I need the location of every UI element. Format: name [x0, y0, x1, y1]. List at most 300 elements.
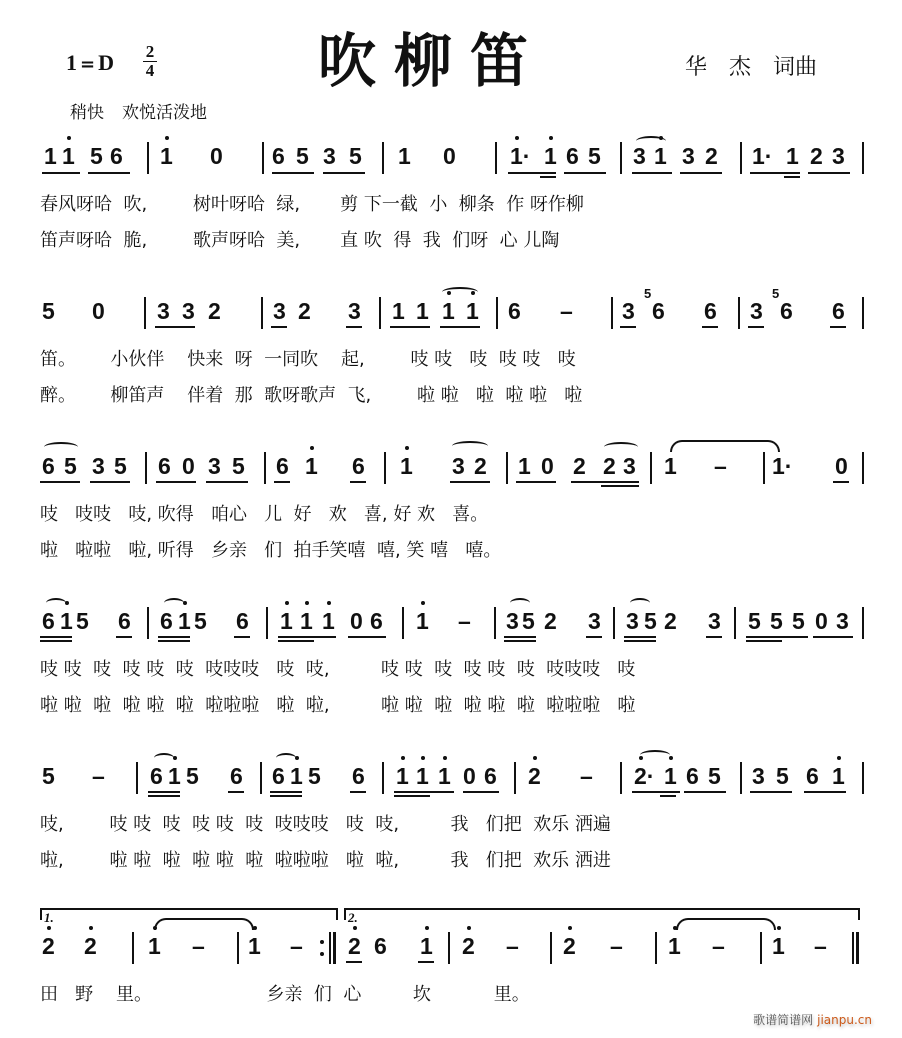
- high-octave-dot: [443, 756, 447, 760]
- tie: [670, 440, 780, 452]
- underline: [813, 636, 853, 638]
- jianpu-note: –: [712, 933, 725, 959]
- time-signature-bottom: 4: [145, 61, 155, 80]
- jianpu-note: 6: [118, 608, 131, 634]
- jianpu-note: 3: [273, 298, 286, 324]
- jianpu-note: 3: [752, 763, 765, 789]
- jianpu-note: 1: [442, 298, 455, 324]
- jianpu-note: 2: [462, 933, 475, 959]
- underline: [270, 791, 302, 793]
- jianpu-note: 5: [64, 453, 77, 479]
- jianpu-note: 6: [158, 453, 171, 479]
- high-octave-dot: [305, 601, 309, 605]
- underline: [350, 791, 366, 793]
- jianpu-note: –: [458, 608, 471, 634]
- slur: [636, 136, 666, 146]
- jianpu-note: 3: [633, 143, 646, 169]
- jianpu-note: 0: [210, 143, 223, 169]
- lyric-line-1: 春风呀哈 吹, 树叶呀哈 绿, 剪 下一截 小 柳条 作 呀作柳: [40, 194, 584, 215]
- jianpu-note: 1·: [752, 143, 773, 169]
- grace-note: 5: [644, 286, 652, 301]
- underline: [463, 791, 499, 793]
- jianpu-note: 1: [544, 143, 557, 169]
- volta-bracket-2-right: [858, 908, 860, 920]
- key-equals: =: [80, 54, 96, 75]
- underline: [624, 636, 656, 638]
- key-signature: [66, 50, 114, 76]
- lyric-line-2: 啦 啦 啦 啦 啦 啦 啦啦啦 啦 啦, 啦 啦 啦 啦 啦 啦 啦啦啦 啦: [40, 695, 636, 716]
- jianpu-note: 6: [236, 608, 249, 634]
- jianpu-note: 1: [518, 453, 531, 479]
- barline: [514, 762, 516, 794]
- jianpu-note: 5: [114, 453, 127, 479]
- jianpu-note: –: [92, 763, 105, 789]
- jianpu-note: 1: [300, 608, 313, 634]
- barline: [496, 297, 498, 329]
- high-octave-dot: [837, 756, 841, 760]
- jianpu-note: 5: [308, 763, 321, 789]
- jianpu-note: 6: [352, 763, 365, 789]
- underline: [40, 636, 72, 638]
- jianpu-note: 5: [90, 143, 103, 169]
- underline: [350, 481, 366, 483]
- jianpu-note: 2: [573, 453, 586, 479]
- jianpu-note: 1: [396, 763, 409, 789]
- jianpu-note: 1: [466, 298, 479, 324]
- jianpu-note: 3: [832, 143, 845, 169]
- jianpu-note: 1: [160, 143, 173, 169]
- barline: [384, 452, 386, 484]
- high-octave-dot: [285, 601, 289, 605]
- tie: [676, 918, 776, 930]
- slur: [452, 441, 488, 451]
- jianpu-note: 3: [836, 608, 849, 634]
- jianpu-note: 6: [150, 763, 163, 789]
- repeat-dot: [320, 940, 324, 944]
- jianpu-note: 5: [708, 763, 721, 789]
- underline: [272, 172, 314, 174]
- high-octave-dot: [777, 926, 781, 930]
- jianpu-note: 1: [416, 763, 429, 789]
- jianpu-note: –: [610, 933, 623, 959]
- underline: [440, 326, 480, 328]
- underline: [702, 326, 718, 328]
- jianpu-note: 0: [350, 608, 363, 634]
- jianpu-note: –: [506, 933, 519, 959]
- slur: [44, 442, 78, 452]
- underline: [346, 961, 362, 963]
- underline: [508, 172, 556, 174]
- jianpu-note: 2: [810, 143, 823, 169]
- jianpu-note: 1·: [772, 453, 793, 479]
- jianpu-note: 2: [563, 933, 576, 959]
- barline: [862, 297, 864, 329]
- underline: [504, 640, 536, 642]
- slur: [154, 753, 174, 763]
- final-barline-thin: [852, 932, 854, 964]
- jianpu-note: 6: [686, 763, 699, 789]
- jianpu-note: –: [192, 933, 205, 959]
- underline: [804, 791, 846, 793]
- barline: [147, 142, 149, 174]
- barline: [145, 452, 147, 484]
- high-octave-dot: [401, 756, 405, 760]
- high-octave-dot: [568, 926, 572, 930]
- lyric-line-2: 醉。 柳笛声 伴着 那 歌呀歌声 飞, 啦 啦 啦 啦 啦 啦: [40, 385, 583, 406]
- underline: [750, 791, 792, 793]
- jianpu-note: 6: [832, 298, 845, 324]
- jianpu-note: –: [560, 298, 573, 324]
- underline: [90, 481, 130, 483]
- underline: [830, 326, 846, 328]
- slur: [164, 598, 184, 608]
- slur: [630, 598, 650, 608]
- barline: [760, 932, 762, 964]
- underline: [504, 636, 536, 638]
- jianpu-note: 1: [248, 933, 261, 959]
- underline: [632, 791, 680, 793]
- jianpu-note: 1: [664, 763, 677, 789]
- jianpu-note: 0: [815, 608, 828, 634]
- jianpu-note: 6: [272, 763, 285, 789]
- grace-note: 5: [772, 286, 780, 301]
- author-credit: [685, 50, 817, 81]
- watermark: [753, 1011, 872, 1028]
- tempo-marking: [70, 98, 207, 123]
- jianpu-note: 6: [160, 608, 173, 634]
- barline: [494, 607, 496, 639]
- lyric-line-1: 吱 吱 吱 吱 吱 吱 吱吱吱 吱 吱, 吱 吱 吱 吱 吱 吱 吱吱吱 吱: [40, 659, 636, 680]
- underline: [156, 481, 196, 483]
- barline: [260, 762, 262, 794]
- lyric-line-1: 笛。 小伙伴 快来 呀 一同吹 起, 吱 吱 吱 吱 吱 吱: [40, 349, 576, 370]
- jianpu-note: 1: [772, 933, 785, 959]
- jianpu-note: 5: [296, 143, 309, 169]
- underline: [516, 481, 556, 483]
- high-octave-dot: [310, 446, 314, 450]
- jianpu-note: 0: [541, 453, 554, 479]
- underline: [833, 481, 849, 483]
- watermark-site[interactable]: jianpu.cn: [817, 1013, 872, 1027]
- barline: [132, 932, 134, 964]
- jianpu-note: 0: [835, 453, 848, 479]
- jianpu-note: 5: [792, 608, 805, 634]
- jianpu-note: 1: [178, 608, 191, 634]
- jianpu-note: 1: [44, 143, 57, 169]
- underline: [148, 795, 180, 797]
- jianpu-note: 5: [776, 763, 789, 789]
- jianpu-note: –: [814, 933, 827, 959]
- underline-double: [784, 176, 800, 178]
- jianpu-note: 1: [416, 608, 429, 634]
- high-octave-dot: [421, 756, 425, 760]
- barline: [763, 452, 765, 484]
- jianpu-note: 0: [443, 143, 456, 169]
- repeat-end-barline-thin: [329, 932, 331, 964]
- jianpu-note: 2: [705, 143, 718, 169]
- time-signature: [143, 44, 157, 79]
- jianpu-note: 5: [76, 608, 89, 634]
- high-octave-dot: [467, 926, 471, 930]
- barline: [237, 932, 239, 964]
- high-octave-dot: [425, 926, 429, 930]
- jianpu-note: 6: [272, 143, 285, 169]
- jianpu-note: 6: [806, 763, 819, 789]
- barline: [261, 297, 263, 329]
- jianpu-note: 2: [348, 933, 361, 959]
- jianpu-note: 3: [622, 298, 635, 324]
- underline: [394, 791, 454, 793]
- barline: [611, 297, 613, 329]
- barline: [620, 762, 622, 794]
- jianpu-note: 3: [588, 608, 601, 634]
- slur: [442, 287, 478, 297]
- underline: [450, 481, 490, 483]
- high-octave-dot: [47, 926, 51, 930]
- jianpu-note: 1: [322, 608, 335, 634]
- watermark-text: 歌谱简谱网: [753, 1013, 814, 1027]
- barline: [650, 452, 652, 484]
- jianpu-note: 6: [374, 933, 387, 959]
- jianpu-note: 1: [400, 453, 413, 479]
- high-octave-dot: [405, 446, 409, 450]
- barline: [734, 607, 736, 639]
- jianpu-note: 3: [708, 608, 721, 634]
- key-tonic-number: 1: [66, 50, 77, 75]
- volta-bracket-1: [40, 908, 336, 910]
- author-name-second: 杰: [729, 55, 752, 80]
- underline: [323, 172, 365, 174]
- barline: [613, 607, 615, 639]
- barline: [144, 297, 146, 329]
- volta-2-label: 2.: [348, 910, 358, 925]
- song-title: 吹柳笛: [318, 27, 547, 95]
- underline: [148, 791, 180, 793]
- jianpu-note: 6: [110, 143, 123, 169]
- author-name-first: 华: [685, 55, 708, 80]
- jianpu-note: 1: [668, 933, 681, 959]
- jianpu-note: 1: [290, 763, 303, 789]
- barline: [262, 142, 264, 174]
- high-octave-dot: [549, 136, 553, 140]
- jianpu-note: –: [714, 453, 727, 479]
- barline: [266, 607, 268, 639]
- barline: [655, 932, 657, 964]
- barline: [448, 932, 450, 964]
- jianpu-note: 3: [452, 453, 465, 479]
- slur: [604, 442, 638, 452]
- jianpu-note: 1: [60, 608, 73, 634]
- jianpu-note: 3: [92, 453, 105, 479]
- high-octave-dot: [421, 601, 425, 605]
- jianpu-note: 3: [182, 298, 195, 324]
- underline: [158, 636, 190, 638]
- underline: [278, 640, 314, 642]
- barline: [379, 297, 381, 329]
- barline: [740, 142, 742, 174]
- underline: [271, 326, 287, 328]
- barline: [402, 607, 404, 639]
- jianpu-note: 5: [349, 143, 362, 169]
- jianpu-note: 5: [588, 143, 601, 169]
- underline: [346, 326, 362, 328]
- expression-text: 欢悦活泼地: [122, 103, 207, 123]
- jianpu-note: 5: [522, 608, 535, 634]
- underline: [748, 326, 764, 328]
- underline: [750, 172, 800, 174]
- slur: [276, 753, 296, 763]
- barline: [147, 607, 149, 639]
- jianpu-note: 6: [484, 763, 497, 789]
- jianpu-note: 5: [748, 608, 761, 634]
- jianpu-note: 1: [392, 298, 405, 324]
- jianpu-note: 5: [42, 763, 55, 789]
- repeat-end-barline-thick: [333, 932, 336, 964]
- lyric-line-1: 吱, 吱 吱 吱 吱 吱 吱 吱吱吱 吱 吱, 我 们把 欢乐 洒遍: [40, 814, 611, 835]
- jianpu-note: –: [580, 763, 593, 789]
- jianpu-note: 6: [352, 453, 365, 479]
- jianpu-note: 2: [298, 298, 311, 324]
- barline: [862, 142, 864, 174]
- barline: [506, 452, 508, 484]
- jianpu-note: 5: [770, 608, 783, 634]
- underline: [390, 326, 430, 328]
- volta-bracket-2-left: [344, 908, 346, 920]
- underline: [40, 640, 72, 642]
- jianpu-note: 1·: [510, 143, 531, 169]
- lyric-line-2: 啦, 啦 啦 啦 啦 啦 啦 啦啦啦 啦 啦, 我 们把 欢乐 洒进: [40, 850, 611, 871]
- jianpu-note: 1: [168, 763, 181, 789]
- jianpu-note: 1: [398, 143, 411, 169]
- barline: [862, 607, 864, 639]
- key-letter: D: [98, 50, 114, 75]
- underline: [234, 636, 250, 638]
- tie: [154, 918, 254, 930]
- jianpu-note: 6: [704, 298, 717, 324]
- underline-double: [660, 795, 676, 797]
- jianpu-note: 2·: [634, 763, 655, 789]
- underline: [155, 326, 195, 328]
- volta-bracket-1-left: [40, 908, 42, 920]
- jianpu-note: 3: [208, 453, 221, 479]
- jianpu-note: 3: [626, 608, 639, 634]
- underline: [206, 481, 248, 483]
- jianpu-note: 5: [186, 763, 199, 789]
- barline: [495, 142, 497, 174]
- jianpu-note: 0: [463, 763, 476, 789]
- underline: [808, 172, 850, 174]
- underline: [586, 636, 602, 638]
- underline-double: [540, 176, 556, 178]
- jianpu-note: 5: [194, 608, 207, 634]
- jianpu-note: 3: [682, 143, 695, 169]
- jianpu-note: 1: [280, 608, 293, 634]
- jianpu-note: 2: [528, 763, 541, 789]
- jianpu-note: 6: [230, 763, 243, 789]
- jianpu-note: –: [290, 933, 303, 959]
- jianpu-note: 5: [232, 453, 245, 479]
- jianpu-note: 0: [92, 298, 105, 324]
- jianpu-note: 1: [416, 298, 429, 324]
- underline: [632, 172, 672, 174]
- jianpu-note: 3: [506, 608, 519, 634]
- underline: [680, 172, 722, 174]
- underline: [746, 636, 808, 638]
- barline: [382, 762, 384, 794]
- author-role: 词曲: [773, 55, 818, 80]
- barline: [738, 297, 740, 329]
- slur: [510, 598, 530, 608]
- jianpu-note: 6: [42, 453, 55, 479]
- underline-double: [601, 485, 639, 487]
- jianpu-note: 2: [84, 933, 97, 959]
- jianpu-note: 2: [208, 298, 221, 324]
- barline: [862, 762, 864, 794]
- jianpu-note: 1: [438, 763, 451, 789]
- underline: [88, 172, 130, 174]
- underline: [571, 481, 639, 483]
- jianpu-note: 1: [148, 933, 161, 959]
- volta-1-label: 1.: [44, 910, 54, 925]
- high-octave-dot: [533, 756, 537, 760]
- final-barline-thick: [856, 932, 859, 964]
- underline: [418, 961, 434, 963]
- underline: [564, 172, 606, 174]
- jianpu-note: 6: [276, 453, 289, 479]
- underline: [274, 481, 290, 483]
- jianpu-note: 1: [832, 763, 845, 789]
- underline: [40, 481, 80, 483]
- underline: [620, 326, 636, 328]
- barline: [620, 142, 622, 174]
- underline: [158, 640, 190, 642]
- time-signature-top: 2: [145, 42, 155, 61]
- jianpu-note: 1: [420, 933, 433, 959]
- high-octave-dot: [327, 601, 331, 605]
- volta-bracket-1-right: [336, 908, 338, 920]
- jianpu-note: 6: [652, 298, 665, 324]
- jianpu-note: 6: [508, 298, 521, 324]
- jianpu-note: 3: [750, 298, 763, 324]
- jianpu-note: 1: [654, 143, 667, 169]
- high-octave-dot: [67, 136, 71, 140]
- high-octave-dot: [515, 136, 519, 140]
- jianpu-note: 1: [62, 143, 75, 169]
- high-octave-dot: [165, 136, 169, 140]
- underline: [278, 636, 336, 638]
- jianpu-note: 3: [348, 298, 361, 324]
- underline: [228, 791, 244, 793]
- underline: [394, 795, 430, 797]
- jianpu-note: 6: [42, 608, 55, 634]
- jianpu-note: 6: [566, 143, 579, 169]
- lyric-line-2: 笛声呀哈 脆, 歌声呀哈 美, 直 吹 得 我 们呀 心 儿陶: [40, 230, 560, 251]
- jianpu-note: 1: [664, 453, 677, 479]
- underline: [348, 636, 386, 638]
- jianpu-note: 2: [42, 933, 55, 959]
- high-octave-dot: [89, 926, 93, 930]
- lyric-line-1: 吱 吱吱 吱, 吹得 咱心 儿 好 欢 喜, 好 欢 喜。: [40, 504, 489, 525]
- volta-bracket-2: [344, 908, 860, 910]
- barline: [862, 452, 864, 484]
- underline: [746, 640, 782, 642]
- barline: [264, 452, 266, 484]
- jianpu-note: 5: [42, 298, 55, 324]
- barline: [550, 932, 552, 964]
- barline: [740, 762, 742, 794]
- slur: [46, 598, 66, 608]
- barline: [136, 762, 138, 794]
